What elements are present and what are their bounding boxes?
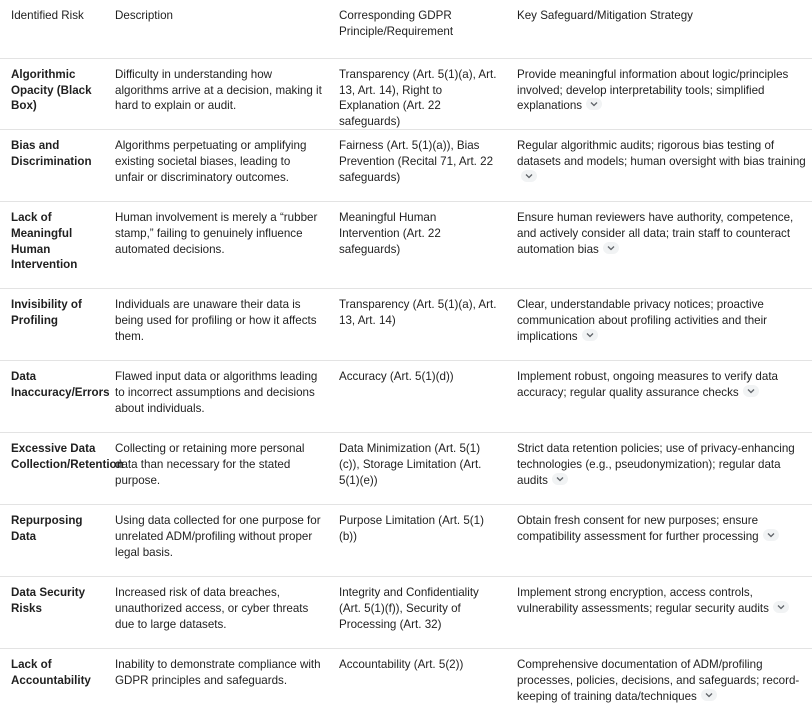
description-cell: Collecting or retaining more personal data than necessary for the stated purpose. [104,433,328,505]
table-row [0,505,812,577]
strategy-text: Clear, understandable privacy notices; proactive communication about profiling activities and their implications [517,298,768,343]
risk-cell: Repurposing Data [0,505,104,577]
chevron-down-icon[interactable] [763,529,779,541]
risk-cell: Algorithmic Opacity (Black Box) [0,59,104,130]
table-row [0,433,812,505]
risk-cell: Lack of Meaningful Human Intervention [0,202,104,289]
strategy-text: Implement robust, ongoing measures to verify data accuracy; regular quality assurance checks [517,370,778,399]
description-cell: Algorithms perpetuating or amplifying existing societal biases, leading to unfair or discriminatory outcomes. [104,130,328,202]
chevron-down-icon[interactable] [701,689,717,701]
strategy-cell [506,649,812,720]
table-header-row [0,0,812,59]
chevron-down-icon[interactable] [586,98,602,110]
principle-cell: Accountability (Art. 5(2)) [339,658,464,672]
principle-cell: Accuracy (Art. 5(1)(d)) [328,361,506,433]
chevron-down-icon[interactable] [743,385,759,397]
description-cell: Using data collected for one purpose for unrelated ADM/profiling without proper legal basis. [104,505,328,577]
strategy-cell [506,361,812,433]
chevron-down-icon[interactable] [521,170,537,182]
strategy-text: Obtain fresh consent for new purposes; ensure compatibility assessment for further processing [517,514,759,543]
table-row [0,577,812,649]
principle-cell: Purpose Limitation (Art. 5(1)(b)) [328,505,506,577]
risk-cell: Excessive Data Collection/Retention [0,433,104,505]
strategy-cell [506,505,812,577]
strategy-cell [506,59,812,130]
description-cell: Inability to demonstrate compliance with GDPR principles and safeguards. [115,658,321,687]
risk-cell: Data Inaccuracy/Errors [0,361,104,433]
strategy-cell [506,130,812,202]
table-row [0,649,812,720]
header-description: Description [104,0,328,59]
principle-cell: Integrity and Confidentiality (Art. 5(1)(f)), Security of Processing (Art. 32) [328,577,506,649]
strategy-text: Strict data retention policies; use of privacy-enhancing technologies (e.g., pseudonymization); regular data audits [517,442,795,487]
principle-cell: Transparency (Art. 5(1)(a), Art. 13, Art. 14), Right to Explanation (Art. 22 safeguards) [328,59,506,130]
description-cell: Human involvement is merely a “rubber stamp,” failing to genuinely influence automated decisions. [104,202,328,289]
strategy-text: Implement strong encryption, access controls, vulnerability assessments; regular security audits [517,586,769,615]
chevron-down-icon[interactable] [773,601,789,613]
strategy-cell [506,289,812,361]
strategy-cell [506,202,812,289]
description-cell: Individuals are unaware their data is being used for profiling or how it affects them. [104,289,328,361]
table-row [0,59,812,130]
table-row [0,289,812,361]
strategy-text: Comprehensive documentation of ADM/profiling processes, policies, decisions, and safeguards; record-keeping of training data/techniques [517,658,800,703]
risk-cell: Data Security Risks [0,577,104,649]
header-mitigation-strategy: Key Safeguard/Mitigation Strategy [506,0,812,59]
principle-cell: Fairness (Art. 5(1)(a)), Bias Prevention (Recital 71, Art. 22 safeguards) [328,130,506,202]
strategy-cell [506,577,812,649]
principle-cell: Transparency (Art. 5(1)(a), Art. 13, Art. 14) [328,289,506,361]
strategy-cell [506,433,812,505]
header-gdpr-principle: Corresponding GDPR Principle/Requirement [328,0,506,59]
strategy-text: Ensure human reviewers have authority, competence, and actively consider all data; train staff to counteract automation bias [517,211,794,256]
principle-cell: Meaningful Human Intervention (Art. 22 safeguards) [328,202,506,289]
risk-cell: Invisibility of Profiling [0,289,104,361]
description-cell: Difficulty in understanding how algorithms arrive at a decision, making it hard to explain or audit. [104,59,328,130]
chevron-down-icon[interactable] [582,329,598,341]
table-row [0,361,812,433]
table-row [0,202,812,289]
strategy-text: Regular algorithmic audits; rigorous bias testing of datasets and models; human oversight with bias training [517,139,806,168]
principle-cell: Data Minimization (Art. 5(1)(c)), Storage Limitation (Art. 5(1)(e)) [328,433,506,505]
risk-cell: Lack of Accountability [11,658,91,687]
strategy-text: Provide meaningful information about logic/principles involved; develop interpretability tools; simplified explanations [517,68,789,113]
header-identified-risk: Identified Risk [0,0,104,59]
table-row [0,130,812,202]
chevron-down-icon[interactable] [552,473,568,485]
description-cell: Increased risk of data breaches, unauthorized access, or cyber threats due to large datasets. [104,577,328,649]
chevron-down-icon[interactable] [603,242,619,254]
risk-cell: Bias and Discrimination [0,130,104,202]
description-cell: Flawed input data or algorithms leading to incorrect assumptions and decisions about individuals. [104,361,328,433]
